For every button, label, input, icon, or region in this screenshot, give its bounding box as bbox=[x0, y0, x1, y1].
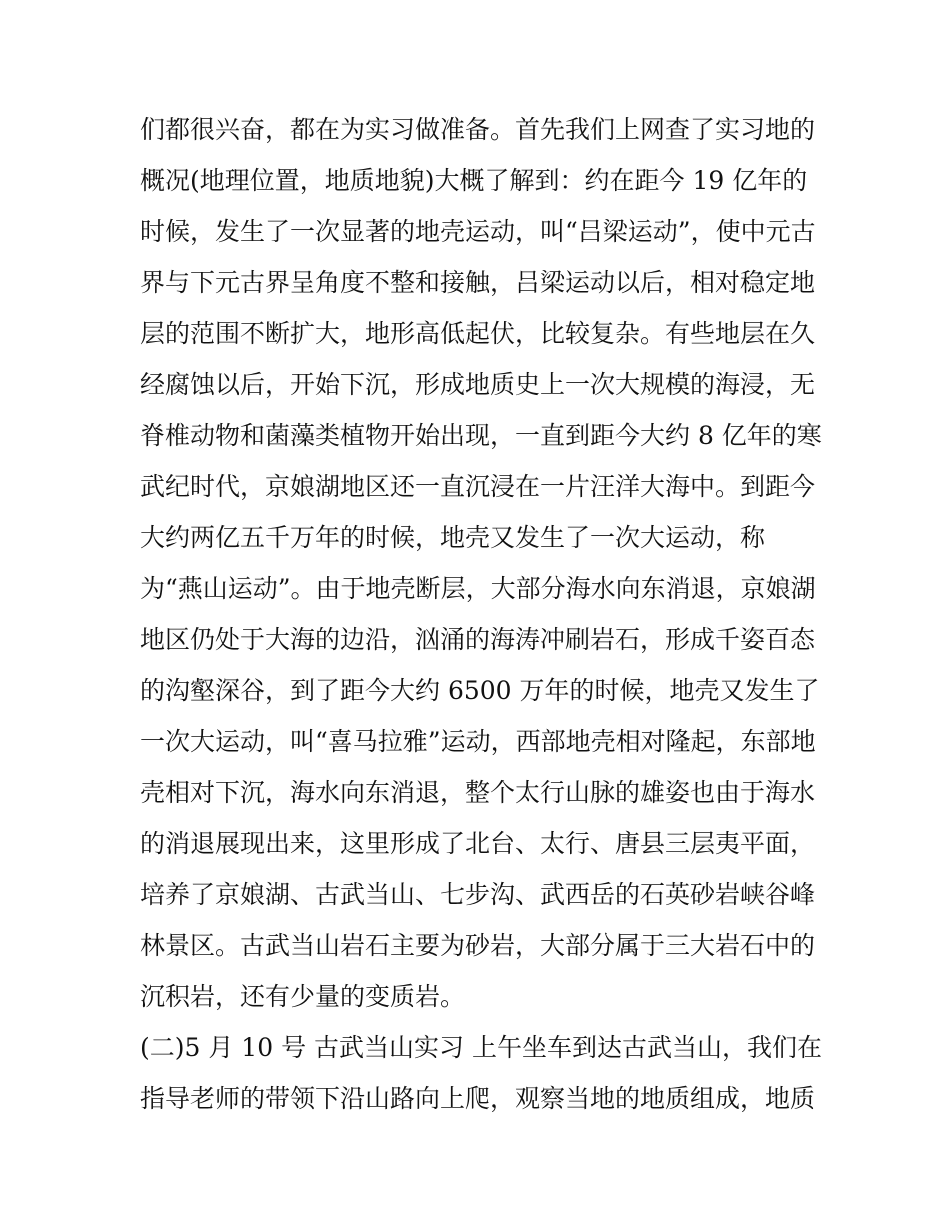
text-line: 一次大运动，叫“喜马拉雅”运动，西部地壳相对隆起，东部地 bbox=[140, 727, 816, 756]
section-heading-line: (二)5 月 10 号 古武当山实习 上午坐车到达古武当山，我们在 bbox=[140, 1033, 822, 1062]
text-line: 大约两亿五千万年的时候，地壳又发生了一次大运动，称 bbox=[140, 523, 766, 552]
text-line: 地区仍处于大海的边沿，汹涌的海涛冲刷岩石，形成千姿百态 bbox=[140, 625, 816, 654]
text-line: 的沟壑深谷，到了距今大约 6500 万年的时候，地壳又发生了 bbox=[140, 676, 820, 705]
text-line: 时候，发生了一次显著的地壳运动，叫“吕梁运动”，使中元古 bbox=[140, 217, 816, 246]
text-line: 概况(地理位置，地质地貌)大概了解到：约在距今 19 亿年的 bbox=[140, 166, 808, 195]
text-line: 界与下元古界呈角度不整和接触，吕梁运动以后，相对稳定地 bbox=[140, 268, 816, 297]
text-line: 经腐蚀以后，开始下沉，形成地质史上一次大规模的海浸，无 bbox=[140, 370, 816, 399]
text-line: 武纪时代，京娘湖地区还一直沉浸在一片汪洋大海中。到距今 bbox=[140, 472, 816, 501]
text-line: 培养了京娘湖、古武当山、七步沟、武西岳的石英砂岩峡谷峰 bbox=[140, 880, 816, 909]
text-line: 的消退展现出来，这里形成了北台、太行、唐县三层夷平面， bbox=[140, 829, 816, 858]
body-text bbox=[140, 104, 830, 1124]
text-line: 壳相对下沉，海水向东消退，整个太行山脉的雄姿也由于海水 bbox=[140, 778, 816, 807]
text-line: 层的范围不断扩大，地形高低起伏，比较复杂。有些地层在久 bbox=[140, 319, 816, 348]
text-line: 沉积岩，还有少量的变质岩。 bbox=[140, 982, 466, 1011]
text-line: 林景区。古武当山岩石主要为砂岩，大部分属于三大岩石中的 bbox=[140, 931, 816, 960]
text-line: 指导老师的带领下沿山路向上爬，观察当地的地质组成，地质 bbox=[140, 1084, 816, 1113]
text-line: 们都很兴奋，都在为实习做准备。首先我们上网查了实习地的 bbox=[140, 115, 816, 144]
text-line: 脊椎动物和菌藻类植物开始出现，一直到距今大约 8 亿年的寒 bbox=[140, 421, 822, 450]
text-line: 为“燕山运动”。由于地壳断层，大部分海水向东消退，京娘湖 bbox=[140, 574, 816, 603]
